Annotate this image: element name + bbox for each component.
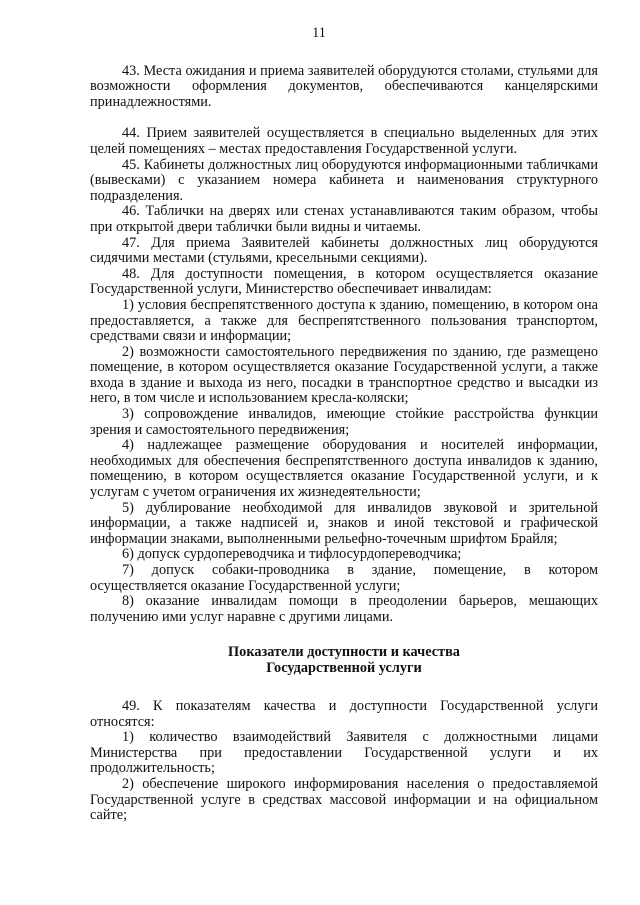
list-item-48-8: 8) оказание инвалидам помощи в преодолении барьеров, мешающих получению ими услуг наравне с другими лицами. xyxy=(90,593,598,625)
list-item-48-5: 5) дублирование необходимой для инвалидов звуковой и зрительной информации, а также надписей и, знаков и иной текстовой и графической информации знаками, выполненными рельефно-точечным шрифтом Брайля; xyxy=(90,499,598,547)
paragraph-46: 46. Таблички на дверях или стенах устанавливаются таким образом, чтобы при открытой двери таблички были видны и читаемы. xyxy=(90,203,598,235)
section-heading-line1: Показатели доступности и качества xyxy=(228,644,460,661)
paragraph-47: 47. Для приема Заявителей кабинеты должностных лиц оборудуются сидячими местами (стульями, кресельными секциями). xyxy=(90,234,598,267)
list-item-48-7: 7) допуск собаки-проводника в здание, помещение, в котором осуществляется оказание Государственной услуги; xyxy=(90,562,598,594)
list-item-49-2: 2) обеспечение широкого информирования населения о предоставляемой Государственной услуге в средствах массовой информации и на официальном сайте; xyxy=(90,775,598,824)
section-heading xyxy=(90,645,598,677)
list-item-48-2: 2) возможности самостоятельного передвижения по зданию, где размещено помещение, в котором осуществляется оказание Государственной услуги, а также входа в здание и выхода из него, посадки в транспортное средство и высадки из него, в том числе и использованием кресла-коляски; xyxy=(90,343,598,407)
paragraph-44: 44. Прием заявителей осуществляется в специально выделенных для этих целей помещениях – местах предоставления Государственной услуги. xyxy=(90,125,598,157)
list-item-48-4: 4) надлежащее размещение оборудования и носителей информации, необходимых для обеспечения беспрепятственного доступа инвалидов к зданию, помещению, в котором осуществляется оказание Государственной услуги, и к услугам с учетом ограничения их жизнедеятельности; xyxy=(90,437,598,501)
paragraph-45: 45. Кабинеты должностных лиц оборудуются информационными табличками (вывесками) с указанием номера кабинета и наименования структурного подразделения. xyxy=(90,156,598,204)
paragraph-49: 49. К показателям качества и доступности Государственной услуги относятся: xyxy=(90,697,598,730)
list-item-49-1: 1) количество взаимодействий Заявителя с должностными лицами Министерства при предоставлении Государственной услуги и их продолжительность; xyxy=(90,729,598,777)
section-heading-line2: Государственной услуги xyxy=(266,660,422,677)
list-item-48-3: 3) сопровождение инвалидов, имеющие стойкие расстройства функции зрения и самостоятельного передвижения; xyxy=(90,406,598,438)
page-number: 11 xyxy=(312,25,326,41)
paragraph-48: 48. Для доступности помещения, в котором осуществляется оказание Государственной услуги, Министерство обеспечивает инвалидам: xyxy=(90,265,598,298)
paragraph-43: 43. Места ожидания и приема заявителей оборудуются столами, стульями для возможности оформления документов, обеспечиваются канцелярскими принадлежностями. xyxy=(90,62,598,110)
list-item-48-6: 6) допуск сурдопереводчика и тифлосурдопереводчика; xyxy=(122,546,462,563)
list-item-48-1: 1) условия беспрепятственного доступа к зданию, помещению, в котором она предоставляется, а также для беспрепятственного пользования транспортом, средствами связи и информации; xyxy=(90,296,598,345)
